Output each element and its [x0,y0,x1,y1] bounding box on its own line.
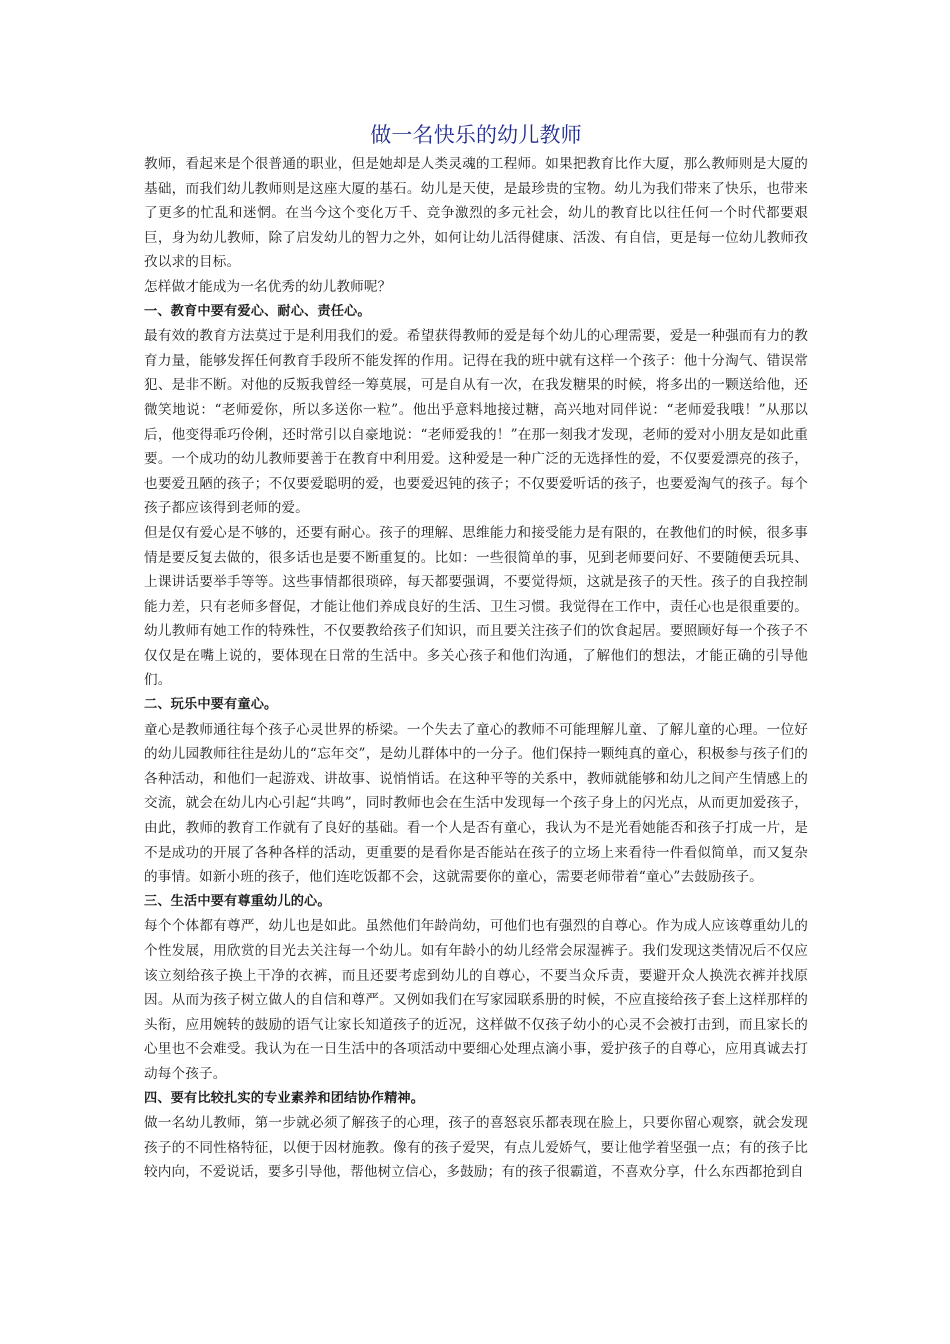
document-page [144,118,808,1185]
paragraph: 教师，看起来是个很普通的职业，但是她却是人类灵魂的工程师。如果把教育比作大厦，那么教师则是大厦的基础，而我们幼儿教师则是这座大厦的基石。幼儿是天使，是最珍贵的宝物。幼儿为我们带来了快乐，也带来了更多的忙乱和迷惘。在当今这个变化万千、竞争激烈的多元社会，幼儿的教育比以往任何一个时代都要艰巨，身为幼儿教师，除了启发幼儿的智力之外，如何让幼儿活得健康、活泼、有自信，更是每一位幼儿教师孜孜以求的目标。 [144,156,808,271]
paragraph: 最有效的教育方法莫过于是利用我们的爱。希望获得教师的爱是每个幼儿的心理需要，爱是一种强而有力的教育力量，能够发挥任何教育手段所不能发挥的作用。记得在我的班中就有这样一个孩子：他十分淘气、错误常犯、是非不断。对他的反叛我曾经一筹莫展，可是自从有一次，在我发糖果的时候，将多出的一颗送给他，还微笑地说：“老师爱你，所以多送你一粒”。他出乎意料地接过糖，高兴地对同伴说：“老师爱我哦！”从那以后，他变得乖巧伶俐，还时常引以自豪地说：“老师爱我的！”在那一刻我才发现，老师的爱对小朋友是如此重要。一个成功的幼儿教师要善于在教育中利用爱。这种爱是一种广泛的无选择性的爱，不仅要爱漂亮的孩子，也要爱丑陋的孩子；不仅要爱聪明的爱，也要爱迟钝的孩子；不仅要爱听话的孩子，也要爱淘气的孩子。每个孩子都应该得到老师的爱。 [144,328,808,517]
document-title: 做一名快乐的幼儿教师 [370,123,582,147]
paragraph: 但是仅有爱心是不够的，还要有耐心。孩子的理解、思维能力和接受能力是有限的，在教他们的时候，很多事情是要反复去做的，很多话也是要不断重复的。比如：一些很简单的事，见到老师要问好、不要随便丢玩具、上课讲话要举手等等。这些事情都很琐碎，每天都要强调，不要觉得烦，这就是孩子的天性。孩子的自我控制能力差，只有老师多督促，才能让他们养成良好的生活、卫生习惯。我觉得在工作中，责任心也是很重要的。幼儿教师有她工作的特殊性，不仅要教给孩子们知识，而且要关注孩子们的饮食起居。要照顾好每一个孩子不仅仅是在嘴上说的，要体现在日常的生活中。多关心孩子和他们沟通，了解他们的想法，才能正确的引导他们。 [144,524,808,689]
section-heading: 四、要有比较扎实的专业素养和团结协作精神。 [144,1090,425,1106]
paragraph: 童心是教师通往每个孩子心灵世界的桥梁。一个失去了童心的教师不可能理解儿童、了解儿童的心理。一位好的幼儿园教师往往是幼儿的“忘年交”，是幼儿群体中的一分子。他们保持一颗纯真的童心，积极参与孩子们的各种活动，和他们一起游戏、讲故事、说悄悄话。在这种平等的关系中，教师就能够和幼儿之间产生情感上的交流，就会在幼儿内心引起“共鸣”，同时教师也会在生活中发现每一个孩子身上的闪光点，从而更加爱孩子，由此，教师的教育工作就有了良好的基础。看一个人是否有童心，我认为不是光看她能否和孩子打成一片，是不是成功的开展了各种各样的活动，更重要的是看你是否能站在孩子的立场上来看待一件看似简单，而又复杂的事情。如新小班的孩子，他们连吃饭都不会，这就需要你的童心，需要老师带着“童心”去鼓励孩子。 [144,721,808,886]
paragraph: 每个个体都有尊严，幼儿也是如此。虽然他们年龄尚幼，可他们也有强烈的自尊心。作为成人应该尊重幼儿的个性发展，用欣赏的目光去关注每一个幼儿。如有年龄小的幼儿经常会尿湿裤子。我们发现这类情况后不仅应该立刻给孩子换上干净的衣裤，而且还要考虑到幼儿的自尊心，不要当众斥责，要避开众人换洗衣裤并找原因。从而为孩子树立做人的自信和尊严。又例如我们在写家园联系册的时候，不应直接给孩子套上这样那样的头衔，应用婉转的鼓励的语气让家长知道孩子的近况，这样做不仅孩子幼小的心灵不会被打击到，而且家长的心里也不会难受。我认为在一日生活中的各项活动中要细心处理点滴小事，爱护孩子的自尊心，应用真诚去打动每个孩子。 [144,918,808,1082]
document-body [144,152,808,1185]
section-heading: 二、玩乐中要有童心。 [144,697,278,713]
paragraph: 做一名幼儿教师，第一步就必须了解孩子的心理，孩子的喜怒哀乐都表现在脸上，只要你留心观察，就会发现孩子的不同性格特征，以便于因材施教。像有的孩子爱哭，有点儿爱娇气，要让他学着坚强一点；有的孩子比较内向，不爱说话，要多引导他，帮他树立信心，多鼓励；有的孩子很霸道，不喜欢分享，什么东西都抢到自 [144,1115,808,1181]
paragraph: 怎样做才能成为一名优秀的幼儿教师呢？ [144,278,392,295]
section-heading: 三、生活中要有尊重幼儿的心。 [144,893,331,909]
section-heading: 一、教育中要有爱心、耐心、责任心。 [144,303,371,319]
